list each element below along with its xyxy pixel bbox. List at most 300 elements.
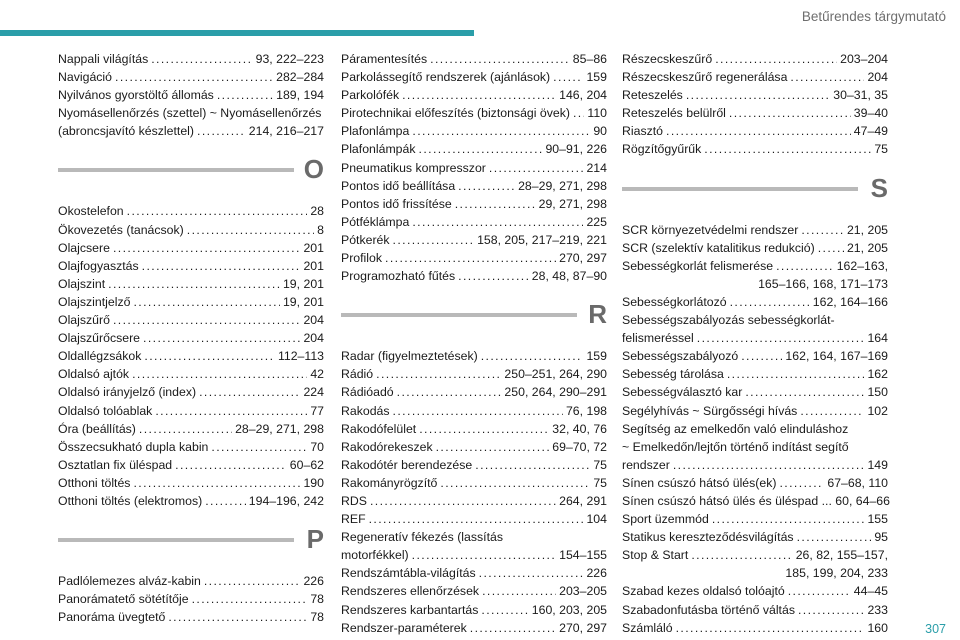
index-entry-term: Részecskeszűrő [622,52,713,66]
index-entry-term: Sebességválasztó kar [622,385,743,400]
index-entry [622,383,888,401]
page-header-title: Betűrendes tárgymutató [801,9,946,24]
index-entry [622,104,888,122]
index-entry-pages: 162, 164, 167–169 [785,349,888,364]
index-entry [341,213,607,231]
index-entry [58,383,324,401]
section-header [341,285,607,347]
dot-leader [666,122,851,140]
index-entry-term: Stop & Start [622,548,689,563]
dot-leader [818,239,844,257]
index-entry-text: Nyomásellenőrzés (szettel) ~ Nyomásellenőrzés [58,106,322,121]
index-entry-pages-continued: 185, 199, 204, 233 [785,566,888,581]
index-entry-pages: 159 [586,349,607,364]
dot-leader [376,365,501,383]
dot-leader [745,383,864,401]
section-header [58,510,324,572]
dot-leader [142,257,301,275]
section-divider [622,187,858,191]
dot-leader [412,122,590,140]
index-entry-term: Rakodórekeszek [341,439,433,454]
index-entry [622,347,888,365]
section-letter: S [870,172,888,203]
dot-leader [489,159,584,177]
index-entry-term: Sebességkorlát felismerése [622,258,774,273]
index-entry-pages: 21, 205 [846,222,888,237]
index-entry-term: Rendszer-paraméterek [341,620,467,635]
dot-leader [470,619,556,637]
index-entry-pages: 93, 222–223 [255,52,324,66]
index-entry [58,275,324,293]
index-entry-pages: 189, 194 [276,88,324,103]
index-entry-pages: 203–205 [559,584,607,599]
section-divider [341,313,577,317]
index-entry-term: Okostelefon [58,204,124,219]
dot-leader [139,420,232,438]
index-entry [58,329,324,347]
index-entry-pages: 28, 48, 87–90 [531,269,607,284]
index-column-3 [622,50,888,637]
dot-leader [715,50,837,68]
index-entry-pages: 19, 201 [282,294,324,309]
index-entry-term: Ökovezetés (tanácsok) [58,222,184,237]
dot-leader [108,275,280,293]
index-entry-term: Otthoni töltés [58,475,131,490]
index-entry-term: Rakodófelület [341,421,417,436]
index-entry-text: Sebességszabályozás sebességkorlát- [622,313,835,328]
dot-leader [673,456,865,474]
index-entry [341,249,607,267]
dot-leader [199,383,300,401]
index-entry-term: Oldalsó ajtók [58,367,130,382]
index-entry-pages: 201 [303,240,324,255]
index-entry-term: Szabadonfutásba történő váltás [622,602,795,617]
index-entry-term: Sebességszabályozó [622,349,739,364]
index-entry [58,86,324,104]
index-entry-term: Szabad kezes oldalsó tolóajtó [622,584,785,599]
dot-leader [790,68,864,86]
index-entry-term: Parkolófék [341,88,400,103]
index-entry [58,420,324,438]
index-entry-term: Plafonlámpák [341,142,416,157]
index-entry [341,383,607,401]
index-entry-pages: 26, 82, 155–157, [795,548,888,563]
index-entry-term: Segélyhívás ~ Sürgősségi hívás [622,403,798,418]
dot-leader [458,267,529,285]
index-entry-pages: 78 [310,610,324,625]
index-entry [58,311,324,329]
dot-leader [397,383,502,401]
index-entry [341,104,607,122]
index-entry-term: Osztatlan fix üléspad [58,457,173,472]
index-entry-pages: 155 [867,512,888,527]
index-entry [341,122,607,140]
index-entry-pages: 75 [593,475,607,490]
index-entry-pages-continued: 165–166, 168, 171–173 [758,276,888,291]
index-entry-pages: 250, 264, 290–291 [504,385,607,400]
index-entry-term: Olajcsere [58,240,110,255]
index-entry-term: Olajszűrő [58,313,110,328]
index-entry-pages: 226 [586,566,607,581]
index-entry-pages: 67–68, 110 [827,475,888,490]
index-entry-term: Radar (figyelmeztetések) [341,349,478,364]
index-entry-term: Navigáció [58,70,112,85]
index-entry-term: Nappali világítás [58,52,149,66]
index-entry [341,619,607,637]
index-entry-term: Pontos idő frissítése [341,196,452,211]
dot-leader [211,438,307,456]
dot-leader [151,50,252,68]
section-header [622,159,888,221]
index-entry-term: RDS [341,493,367,508]
index-entry-term: Panoráma üvegtető [58,610,166,625]
section-letter: R [588,299,607,330]
dot-leader [369,510,584,528]
dot-leader [686,86,830,104]
index-entry-term: Sínen csúszó hátsó ülés(ek) [622,475,777,490]
index-entry-pages: 150 [867,385,888,400]
dot-leader [482,582,556,600]
section-divider [58,168,294,172]
index-entry [58,402,324,420]
index-entry-pages: 104 [586,512,607,527]
index-column-1 [58,50,324,626]
dot-leader [133,474,300,492]
index-entry-pages: 77 [310,403,324,418]
index-entry-term: Otthoni töltés (elektromos) [58,493,203,508]
index-entry-pages: 47–49 [853,124,888,139]
index-entry-pages: 214 [586,160,607,175]
dot-leader [393,231,475,249]
index-entry-pages: 264, 291 [559,493,607,508]
index-entry-text: ~ Emelkedőn/lejtőn történő indítást segítő [622,439,849,454]
dot-leader [385,249,556,267]
index-entry [622,221,888,239]
dot-leader [458,177,515,195]
dot-leader [676,619,865,637]
index-entry [622,510,888,528]
dot-leader [779,474,824,492]
index-entry-pages: 224 [303,385,324,400]
index-entry-pages: 204 [303,313,324,328]
index-entry-pages: 194–196, 242 [248,493,324,508]
index-entry-text: Sínen csúszó hátsó ülés és üléspad ... 60, 64–66 [622,493,890,508]
dot-leader [205,492,246,510]
index-entry-pages: 85–86 [572,52,607,66]
dot-leader [440,474,590,492]
index-entry-pages: 160, 203, 205 [531,602,607,617]
section-letter: P [306,524,324,555]
index-entry-text: Segítség az emelkedőn való elinduláshoz [622,421,849,436]
index-entry-pages: 225 [586,214,607,229]
index-entry-pages: 95 [874,530,888,545]
index-entry [622,329,888,347]
page-number: 307 [925,622,946,636]
index-entry [622,257,888,275]
dot-leader [436,438,550,456]
index-entry-pages: 201 [303,258,324,273]
index-entry-term: Reteszelés [622,88,683,103]
dot-leader [727,365,865,383]
index-entry-pages: 28–29, 271, 298 [235,421,324,436]
dot-leader [412,546,556,564]
index-entry [622,474,888,492]
index-entry-term: Pontos idő beállítása [341,178,456,193]
dot-leader [132,365,307,383]
index-entry [341,159,607,177]
index-entry-pages: 60–62 [289,457,324,472]
index-entry-term: Reteszelés belülről [622,106,726,121]
index-entry [58,590,324,608]
index-entry-term: Pótkerék [341,232,390,247]
index-entry [58,438,324,456]
index-entry [341,420,607,438]
dot-leader [412,213,583,231]
index-entry-pages: 158, 205, 217–219, 221 [477,232,607,247]
index-entry [58,492,324,510]
dot-leader [481,601,528,619]
index-entry-term: Rakodás [341,403,390,418]
index-entry [622,140,888,158]
index-entry-term: Oldalsó tolóablak [58,403,153,418]
index-entry-pages: 250–251, 264, 290 [504,367,607,382]
index-entry [341,231,607,249]
index-entry-term: Olajszint [58,276,106,291]
index-entry-term: Sebesség tárolása [622,367,724,382]
dot-leader [697,329,865,347]
index-entry-pages: 162–163, [836,258,888,273]
header-accent-bar [0,30,474,36]
index-entry [622,365,888,383]
index-entry-pages: 90 [593,124,607,139]
index-entry [622,50,888,68]
dot-leader [133,293,280,311]
dot-leader [801,221,844,239]
dot-leader [419,140,543,158]
dot-leader [402,86,556,104]
index-entry [622,456,888,474]
index-entry-term: Rádióadó [341,385,394,400]
index-entry-term: rendszer [622,457,670,472]
index-entry-pages: 75 [593,457,607,472]
index-entry-pages: 214, 216–217 [248,124,324,139]
index-entry-pages: 270, 297 [559,620,607,635]
dot-leader [115,68,273,86]
index-entry-pages: 69–70, 72 [552,439,607,454]
index-entry-pages: 44–45 [853,584,888,599]
index-entry [58,572,324,590]
index-entry-term: Rendszeres karbantartás [341,602,479,617]
index-entry-pages: 154–155 [559,548,607,563]
dot-leader [730,293,810,311]
index-entry-term: Rögzítőgyűrűk [622,142,702,157]
index-entry-term: Sport üzemmód [622,512,709,527]
dot-leader [741,347,782,365]
index-entry [58,456,324,474]
dot-leader [800,402,864,420]
index-entry [341,492,607,510]
dot-leader [197,122,246,140]
index-entry-term: Pótféklámpa [341,214,410,229]
dot-leader [370,492,556,510]
index-entry-pages: 42 [310,367,324,382]
index-entry-term: Sebességkorlátozó [622,294,727,309]
index-entry [58,68,324,86]
index-entry-pages: 29, 271, 298 [538,196,607,211]
index-entry [341,86,607,104]
index-entry-pages: 160 [867,620,888,635]
index-entry-pages: 39–40 [853,106,888,121]
dot-leader [729,104,851,122]
index-entry [341,195,607,213]
index-entry-term: felismeréssel [622,331,694,346]
dot-leader [187,221,314,239]
index-entry-term: Statikus kereszteződésvilágítás [622,530,794,545]
index-entry-term: Nyilvános gyorstöltő állomás [58,88,214,103]
index-entry [622,293,888,311]
index-entry-term: Padlólemezes alváz-kabin [58,574,201,589]
index-entry-pages: 76, 198 [565,403,607,418]
index-entry-term: Programozható fűtés [341,269,456,284]
section-letter: O [303,154,324,185]
index-entry-pages: 146, 204 [559,88,607,103]
index-entry-term: (abroncsjavító készlettel) [58,124,195,139]
index-entry-pages: 162, 164–166 [812,294,888,309]
dot-leader [481,347,584,365]
index-column-2 [341,50,607,637]
index-entry-pages: 28–29, 271, 298 [518,178,607,193]
index-entry-pages: 190 [303,475,324,490]
index-entry-pages: 70 [310,439,324,454]
index-entry-pages: 149 [867,457,888,472]
section-divider [58,538,294,542]
index-entry [341,402,607,420]
index-entry-pages: 8 [317,222,324,237]
dot-leader [155,402,307,420]
dot-leader [691,546,792,564]
index-entry [58,293,324,311]
index-entry-term: motorfékkel) [341,548,409,563]
index-entry-pages: 90–91, 226 [545,142,607,157]
index-entry-pages: 21, 205 [846,240,888,255]
index-entry-pages: 159 [586,70,607,85]
index-entry [341,582,607,600]
dot-leader [573,104,584,122]
dot-leader [475,456,590,474]
index-entry [58,50,324,68]
index-entry-pages: 233 [867,602,888,617]
index-entry-pages: 19, 201 [282,276,324,291]
index-entry-term: Olajfogyasztás [58,258,139,273]
index-entry-pages: 282–284 [276,70,324,85]
index-entry [341,347,607,365]
dot-leader [192,590,308,608]
index-entry-term: REF [341,512,366,527]
index-entry-term: Páramentesítés [341,52,428,66]
index-entry-term: Profilok [341,251,383,266]
dot-leader [168,608,307,626]
index-entry [341,365,607,383]
index-entry [58,239,324,257]
index-entry-pages: 204 [303,331,324,346]
index-entry-text: Regeneratív fékezés (lassítás [341,530,503,545]
index-entry-pages: 203–204 [840,52,888,66]
index-entry [341,177,607,195]
index-entry-term: Pirotechnikai előfeszítés (biztonsági övek) [341,106,570,121]
index-entry-pages: 270, 297 [559,251,607,266]
index-entry-term: Összecsukható dupla kabin [58,439,209,454]
index-entry-term: Panorámatető sötétítője [58,592,189,607]
dot-leader [144,347,275,365]
index-entry-term: Parkolássegítő rendszerek (ajánlások) [341,70,551,85]
dot-leader [704,140,871,158]
index-entry-term: Olajszűrőcsere [58,331,141,346]
index-entry-term: Plafonlámpa [341,124,410,139]
dot-leader [797,528,872,546]
dot-leader [175,456,287,474]
index-entry [622,546,888,564]
index-entry-term: Számláló [622,620,673,635]
index-entry [622,239,888,257]
index-entry [341,456,607,474]
index-entry-term: Oldalsó irányjelző (index) [58,385,197,400]
index-entry [622,86,888,104]
index-entry [58,365,324,383]
dot-leader [113,239,301,257]
index-entry [58,221,324,239]
dot-leader [430,50,570,68]
index-entry [622,68,888,86]
index-entry [341,68,607,86]
index-entry-pages: 30–31, 35 [833,88,888,103]
index-entry-term: SCR (szelektív katalitikus redukció) [622,240,815,255]
index-entry [341,510,607,528]
index-entry-term: SCR környezetvédelmi rendszer [622,222,799,237]
dot-leader [712,510,865,528]
index-entry-term: Rakodótér berendezése [341,457,473,472]
index-entry-pages: 164 [867,331,888,346]
dot-leader [798,601,865,619]
index-entry-term: Rakományrögzítő [341,475,438,490]
dot-leader [204,572,301,590]
index-entry [58,257,324,275]
index-entry [341,474,607,492]
index-entry [58,474,324,492]
index-entry-term: Olajszintjelző [58,294,131,309]
index-entry-pages: 32, 40, 76 [552,421,607,436]
index-entry-pages: 75 [874,142,888,157]
index-entry [341,601,607,619]
index-entry-term: Részecskeszűrő regenerálása [622,70,788,85]
index-entry-term: Oldallégzsákok [58,349,142,364]
index-entry [341,140,607,158]
index-entry-pages: 102 [867,403,888,418]
index-entry-pages: 78 [310,592,324,607]
index-entry [58,122,324,140]
dot-leader [553,68,583,86]
dot-leader [776,257,834,275]
index-entry-term: Óra (beállítás) [58,421,136,436]
index-entry [58,347,324,365]
index-entry-term: Pneumatikus kompresszor [341,160,486,175]
index-entry-term: Rendszámtábla-világítás [341,566,476,581]
index-entry [622,582,888,600]
index-entry-term: Rendszeres ellenőrzések [341,584,480,599]
index-entry [341,564,607,582]
index-entry [58,202,324,220]
index-entry [58,608,324,626]
index-entry-term: Riasztó [622,124,664,139]
